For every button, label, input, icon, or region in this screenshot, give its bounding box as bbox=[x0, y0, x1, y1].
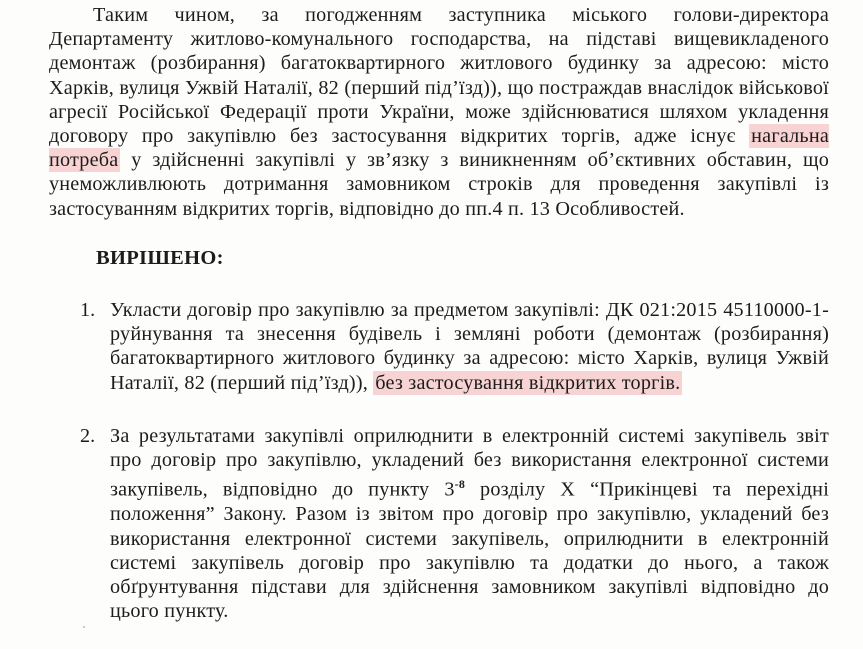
decision-heading: ВИРІШЕНО: bbox=[96, 247, 224, 269]
item-2-text-after: розділу X “Прикінцеві та перехідні положення” Закону. Разом із звітом про договір про закупівлю, укладений без використання електронної системи закупівель, оприлюднити в електронній системі закупівель договір про закупівлю та додатки до нього, а також обґрунтування підстави для здійснення замовником закупівлі відповідно до цього пункту. bbox=[110, 479, 829, 623]
item-number: 2. bbox=[80, 425, 96, 447]
highlight-no-open-tender: без застосування відкритих торгів. bbox=[375, 371, 681, 394]
intro-text-1: Таким чином, за погодженням заступника міського голови-директора Департаменту житлово-комунального господарства, на підставі вищевикладеного демонтаж (розбирання) багатоквартирного житлового будинку за адресою: місто Харків, вулиця Ужвій Наталії, 82 (перший під’їзд)), що постраждав внаслідок військової агресії Російської Федерації проти України, може здійснюватися шляхом укладення договору про закупівлю без застосування відкритих торгів, адже існує bbox=[49, 4, 829, 148]
item-text bbox=[110, 424, 829, 623]
item-2-text-before: За результатами закупівлі оприлюднити в електронній системі закупівель звіт про договір про закупівлю, укладений без використання електронної системи закупівель, відповідно до пункту 3 bbox=[110, 425, 829, 502]
superscript: -8 bbox=[454, 477, 466, 492]
intro-text-2: у здійсненні закупівлі у зв’язку з виникненням об’єктивних обставин, що унеможливлюють дотримання замовником строків для проведення закупівлі із застосуванням відкритих торгів, відповідно до пп.4 п. 13 Особливостей. bbox=[49, 149, 829, 220]
item-1-text: Укласти договір про закупівлю за предметом закупівлі: ДК 021:2015 45110000-1- руйнування та знесення будівель і земляні роботи (демонтаж (розбирання) багатоквартирного житлового будинку за адресою: місто Харків, вулиця Ужвій Наталії, 82 (перший під’їзд)), bbox=[110, 299, 829, 394]
scan-speck bbox=[83, 626, 85, 628]
intro-paragraph bbox=[49, 3, 829, 221]
highlight-urgent-need: нагальна потреба bbox=[49, 125, 829, 172]
item-text bbox=[110, 298, 829, 395]
item-number: 1. bbox=[80, 299, 96, 321]
